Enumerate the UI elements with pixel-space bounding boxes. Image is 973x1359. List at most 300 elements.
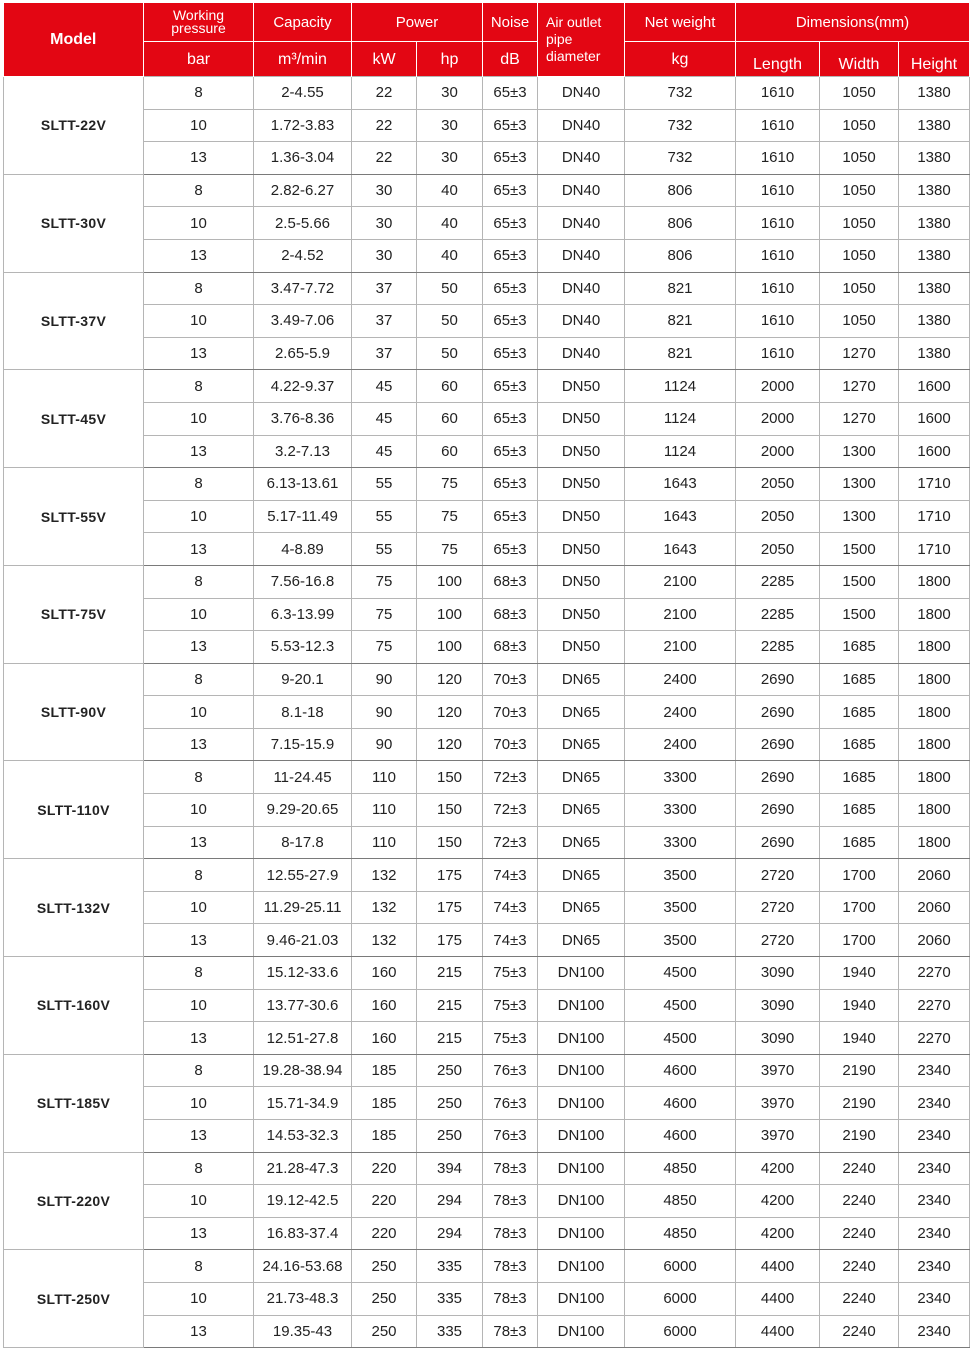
cell-power-kw: 37 <box>352 272 417 305</box>
model-name: SLTT-90V <box>4 663 144 761</box>
cell-power-kw: 185 <box>352 1087 417 1120</box>
cell-working-pressure: 8 <box>144 957 254 990</box>
cell-capacity: 3.49-7.06 <box>254 305 352 338</box>
cell-power-hp: 40 <box>417 174 483 207</box>
cell-power-hp: 394 <box>417 1152 483 1185</box>
cell-outlet-diameter: DN50 <box>538 370 625 403</box>
cell-outlet-diameter: DN50 <box>538 500 625 533</box>
cell-power-kw: 132 <box>352 924 417 957</box>
cell-power-hp: 150 <box>417 761 483 794</box>
cell-power-hp: 100 <box>417 598 483 631</box>
table-row <box>4 631 970 664</box>
table-row <box>4 957 970 990</box>
cell-power-hp: 100 <box>417 565 483 598</box>
cell-height: 1380 <box>899 142 970 175</box>
cell-net-weight: 3300 <box>625 794 736 827</box>
cell-working-pressure: 10 <box>144 305 254 338</box>
model-name: SLTT-185V <box>4 1054 144 1152</box>
cell-noise: 74±3 <box>483 891 538 924</box>
cell-width: 1700 <box>820 924 899 957</box>
cell-length: 2050 <box>736 468 820 501</box>
cell-working-pressure: 8 <box>144 77 254 110</box>
cell-power-hp: 150 <box>417 794 483 827</box>
cell-power-hp: 335 <box>417 1250 483 1283</box>
cell-capacity: 4-8.89 <box>254 533 352 566</box>
cell-width: 2240 <box>820 1152 899 1185</box>
model-name: SLTT-250V <box>4 1250 144 1348</box>
table-row <box>4 1087 970 1120</box>
cell-capacity: 19.35-43 <box>254 1315 352 1348</box>
unit-db: dB <box>483 42 538 77</box>
cell-width: 1050 <box>820 272 899 305</box>
cell-length: 2690 <box>736 696 820 729</box>
cell-outlet-diameter: DN50 <box>538 402 625 435</box>
cell-height: 1710 <box>899 500 970 533</box>
cell-width: 1700 <box>820 859 899 892</box>
cell-net-weight: 2400 <box>625 696 736 729</box>
cell-power-kw: 160 <box>352 1022 417 1055</box>
cell-working-pressure: 10 <box>144 402 254 435</box>
table-row <box>4 402 970 435</box>
cell-width: 1685 <box>820 826 899 859</box>
cell-capacity: 19.28-38.94 <box>254 1054 352 1087</box>
cell-net-weight: 4500 <box>625 989 736 1022</box>
cell-outlet-diameter: DN100 <box>538 1152 625 1185</box>
cell-noise: 68±3 <box>483 598 538 631</box>
cell-height: 1600 <box>899 402 970 435</box>
cell-outlet-diameter: DN40 <box>538 207 625 240</box>
unit-capacity: m³/min <box>254 42 352 77</box>
cell-length: 1610 <box>736 207 820 240</box>
cell-net-weight: 4850 <box>625 1152 736 1185</box>
cell-outlet-diameter: DN40 <box>538 272 625 305</box>
cell-outlet-diameter: DN65 <box>538 924 625 957</box>
cell-noise: 78±3 <box>483 1315 538 1348</box>
cell-height: 2340 <box>899 1185 970 1218</box>
cell-width: 2240 <box>820 1315 899 1348</box>
header-dimensions: Dimensions(mm) <box>736 3 970 42</box>
cell-working-pressure: 8 <box>144 370 254 403</box>
cell-width: 1270 <box>820 337 899 370</box>
header-power: Power <box>352 3 483 42</box>
cell-power-hp: 30 <box>417 109 483 142</box>
cell-net-weight: 1643 <box>625 468 736 501</box>
cell-noise: 65±3 <box>483 468 538 501</box>
cell-width: 1050 <box>820 239 899 272</box>
cell-width: 1270 <box>820 402 899 435</box>
cell-working-pressure: 13 <box>144 728 254 761</box>
cell-power-hp: 175 <box>417 859 483 892</box>
header-model: Model <box>4 3 144 77</box>
cell-power-kw: 110 <box>352 761 417 794</box>
table-row <box>4 696 970 729</box>
cell-net-weight: 4600 <box>625 1120 736 1153</box>
table-row <box>4 891 970 924</box>
cell-outlet-diameter: DN100 <box>538 1217 625 1250</box>
cell-height: 1800 <box>899 826 970 859</box>
cell-power-hp: 120 <box>417 696 483 729</box>
cell-power-kw: 55 <box>352 533 417 566</box>
cell-outlet-diameter: DN100 <box>538 1022 625 1055</box>
unit-kw: kW <box>352 42 417 77</box>
cell-outlet-diameter: DN100 <box>538 957 625 990</box>
cell-length: 1610 <box>736 142 820 175</box>
cell-length: 4200 <box>736 1185 820 1218</box>
table-body <box>4 77 970 1348</box>
cell-width: 1500 <box>820 533 899 566</box>
cell-working-pressure: 8 <box>144 859 254 892</box>
cell-height: 2060 <box>899 924 970 957</box>
cell-power-kw: 220 <box>352 1152 417 1185</box>
cell-working-pressure: 13 <box>144 435 254 468</box>
cell-working-pressure: 10 <box>144 1185 254 1218</box>
cell-power-kw: 220 <box>352 1217 417 1250</box>
cell-length: 1610 <box>736 239 820 272</box>
cell-net-weight: 2100 <box>625 631 736 664</box>
cell-length: 1610 <box>736 272 820 305</box>
cell-capacity: 14.53-32.3 <box>254 1120 352 1153</box>
cell-net-weight: 6000 <box>625 1250 736 1283</box>
cell-height: 1600 <box>899 370 970 403</box>
cell-height: 2060 <box>899 859 970 892</box>
cell-length: 2285 <box>736 565 820 598</box>
cell-height: 1800 <box>899 663 970 696</box>
cell-length: 4400 <box>736 1250 820 1283</box>
cell-length: 1610 <box>736 109 820 142</box>
cell-capacity: 5.53-12.3 <box>254 631 352 664</box>
cell-height: 1380 <box>899 305 970 338</box>
cell-net-weight: 732 <box>625 77 736 110</box>
cell-capacity: 11-24.45 <box>254 761 352 794</box>
cell-length: 2690 <box>736 794 820 827</box>
cell-length: 2720 <box>736 891 820 924</box>
cell-length: 4400 <box>736 1315 820 1348</box>
cell-noise: 72±3 <box>483 761 538 794</box>
cell-length: 3090 <box>736 957 820 990</box>
cell-capacity: 8.1-18 <box>254 696 352 729</box>
cell-working-pressure: 8 <box>144 1054 254 1087</box>
cell-noise: 65±3 <box>483 435 538 468</box>
cell-height: 2270 <box>899 957 970 990</box>
model-name: SLTT-45V <box>4 370 144 468</box>
cell-outlet-diameter: DN40 <box>538 109 625 142</box>
cell-noise: 65±3 <box>483 272 538 305</box>
cell-power-kw: 110 <box>352 794 417 827</box>
cell-power-kw: 250 <box>352 1282 417 1315</box>
cell-power-kw: 132 <box>352 891 417 924</box>
cell-width: 1050 <box>820 77 899 110</box>
cell-length: 2720 <box>736 924 820 957</box>
cell-width: 1685 <box>820 728 899 761</box>
cell-height: 2340 <box>899 1087 970 1120</box>
cell-noise: 65±3 <box>483 142 538 175</box>
cell-power-kw: 132 <box>352 859 417 892</box>
cell-power-kw: 30 <box>352 239 417 272</box>
cell-height: 2340 <box>899 1250 970 1283</box>
cell-net-weight: 1124 <box>625 402 736 435</box>
cell-net-weight: 2400 <box>625 663 736 696</box>
table-row <box>4 598 970 631</box>
cell-power-kw: 90 <box>352 663 417 696</box>
cell-power-hp: 215 <box>417 957 483 990</box>
cell-noise: 72±3 <box>483 794 538 827</box>
cell-net-weight: 806 <box>625 239 736 272</box>
cell-net-weight: 4500 <box>625 957 736 990</box>
cell-power-kw: 55 <box>352 468 417 501</box>
cell-net-weight: 821 <box>625 272 736 305</box>
cell-height: 1380 <box>899 109 970 142</box>
cell-noise: 78±3 <box>483 1217 538 1250</box>
cell-width: 2240 <box>820 1217 899 1250</box>
table-row <box>4 468 970 501</box>
cell-height: 1800 <box>899 598 970 631</box>
cell-width: 1685 <box>820 794 899 827</box>
cell-noise: 70±3 <box>483 728 538 761</box>
cell-noise: 70±3 <box>483 663 538 696</box>
cell-noise: 68±3 <box>483 565 538 598</box>
cell-capacity: 9-20.1 <box>254 663 352 696</box>
cell-capacity: 2.82-6.27 <box>254 174 352 207</box>
cell-capacity: 8-17.8 <box>254 826 352 859</box>
header-height: Height <box>899 42 970 77</box>
cell-power-hp: 175 <box>417 891 483 924</box>
cell-working-pressure: 10 <box>144 207 254 240</box>
cell-net-weight: 4500 <box>625 1022 736 1055</box>
cell-working-pressure: 10 <box>144 1087 254 1120</box>
cell-power-hp: 215 <box>417 989 483 1022</box>
cell-working-pressure: 13 <box>144 533 254 566</box>
cell-height: 1800 <box>899 631 970 664</box>
cell-net-weight: 2400 <box>625 728 736 761</box>
table-row <box>4 924 970 957</box>
cell-net-weight: 806 <box>625 174 736 207</box>
cell-noise: 65±3 <box>483 305 538 338</box>
cell-power-hp: 75 <box>417 533 483 566</box>
cell-height: 1380 <box>899 239 970 272</box>
cell-working-pressure: 8 <box>144 1250 254 1283</box>
cell-noise: 65±3 <box>483 207 538 240</box>
cell-power-hp: 150 <box>417 826 483 859</box>
cell-power-kw: 90 <box>352 696 417 729</box>
cell-working-pressure: 10 <box>144 109 254 142</box>
cell-outlet-diameter: DN65 <box>538 794 625 827</box>
cell-outlet-diameter: DN40 <box>538 239 625 272</box>
table-row <box>4 239 970 272</box>
cell-power-hp: 335 <box>417 1282 483 1315</box>
cell-width: 1685 <box>820 696 899 729</box>
table-row <box>4 989 970 1022</box>
cell-noise: 74±3 <box>483 924 538 957</box>
cell-noise: 65±3 <box>483 109 538 142</box>
cell-power-hp: 294 <box>417 1217 483 1250</box>
cell-width: 1300 <box>820 435 899 468</box>
cell-outlet-diameter: DN40 <box>538 305 625 338</box>
cell-outlet-diameter: DN65 <box>538 826 625 859</box>
cell-working-pressure: 10 <box>144 891 254 924</box>
cell-noise: 75±3 <box>483 1022 538 1055</box>
cell-length: 2690 <box>736 728 820 761</box>
cell-width: 1685 <box>820 663 899 696</box>
cell-power-kw: 160 <box>352 957 417 990</box>
cell-working-pressure: 8 <box>144 468 254 501</box>
cell-net-weight: 1124 <box>625 370 736 403</box>
cell-width: 2240 <box>820 1250 899 1283</box>
header-net-weight: Net weight <box>625 3 736 42</box>
cell-capacity: 2-4.55 <box>254 77 352 110</box>
model-name: SLTT-110V <box>4 761 144 859</box>
cell-height: 1800 <box>899 696 970 729</box>
model-name: SLTT-160V <box>4 957 144 1055</box>
cell-working-pressure: 13 <box>144 239 254 272</box>
table-row <box>4 533 970 566</box>
cell-height: 2340 <box>899 1217 970 1250</box>
cell-power-hp: 30 <box>417 77 483 110</box>
cell-noise: 65±3 <box>483 533 538 566</box>
cell-working-pressure: 8 <box>144 1152 254 1185</box>
cell-net-weight: 821 <box>625 305 736 338</box>
cell-power-kw: 75 <box>352 631 417 664</box>
cell-capacity: 21.28-47.3 <box>254 1152 352 1185</box>
cell-noise: 76±3 <box>483 1120 538 1153</box>
cell-noise: 72±3 <box>483 826 538 859</box>
cell-working-pressure: 8 <box>144 174 254 207</box>
cell-capacity: 7.56-16.8 <box>254 565 352 598</box>
cell-height: 1380 <box>899 207 970 240</box>
cell-capacity: 2-4.52 <box>254 239 352 272</box>
cell-outlet-diameter: DN50 <box>538 435 625 468</box>
cell-working-pressure: 13 <box>144 142 254 175</box>
cell-length: 3970 <box>736 1054 820 1087</box>
cell-net-weight: 806 <box>625 207 736 240</box>
cell-width: 1050 <box>820 109 899 142</box>
cell-length: 2050 <box>736 500 820 533</box>
cell-net-weight: 3300 <box>625 826 736 859</box>
spec-table <box>3 3 970 1348</box>
model-name: SLTT-22V <box>4 77 144 175</box>
header-width: Width <box>820 42 899 77</box>
table-row <box>4 109 970 142</box>
cell-width: 2240 <box>820 1282 899 1315</box>
cell-outlet-diameter: DN65 <box>538 728 625 761</box>
table-row <box>4 1315 970 1348</box>
cell-power-kw: 250 <box>352 1315 417 1348</box>
cell-net-weight: 3300 <box>625 761 736 794</box>
cell-noise: 65±3 <box>483 174 538 207</box>
cell-power-hp: 75 <box>417 468 483 501</box>
cell-height: 2340 <box>899 1152 970 1185</box>
cell-noise: 70±3 <box>483 696 538 729</box>
cell-power-kw: 75 <box>352 598 417 631</box>
cell-outlet-diameter: DN40 <box>538 174 625 207</box>
table-row <box>4 305 970 338</box>
table-row <box>4 1282 970 1315</box>
cell-outlet-diameter: DN65 <box>538 761 625 794</box>
cell-noise: 65±3 <box>483 500 538 533</box>
cell-length: 4200 <box>736 1152 820 1185</box>
table-row <box>4 142 970 175</box>
cell-net-weight: 4600 <box>625 1087 736 1120</box>
cell-capacity: 4.22-9.37 <box>254 370 352 403</box>
cell-outlet-diameter: DN100 <box>538 1054 625 1087</box>
cell-noise: 65±3 <box>483 370 538 403</box>
cell-length: 2000 <box>736 435 820 468</box>
cell-capacity: 12.51-27.8 <box>254 1022 352 1055</box>
cell-working-pressure: 10 <box>144 1282 254 1315</box>
cell-power-kw: 75 <box>352 565 417 598</box>
cell-working-pressure: 13 <box>144 1022 254 1055</box>
cell-width: 2190 <box>820 1087 899 1120</box>
table-row <box>4 1022 970 1055</box>
cell-height: 1380 <box>899 77 970 110</box>
cell-height: 2340 <box>899 1120 970 1153</box>
header-working-pressure: Working pressure <box>144 3 254 42</box>
unit-kg: kg <box>625 42 736 77</box>
table-row <box>4 859 970 892</box>
cell-length: 2690 <box>736 761 820 794</box>
model-name: SLTT-132V <box>4 859 144 957</box>
table-row <box>4 826 970 859</box>
cell-outlet-diameter: DN100 <box>538 1185 625 1218</box>
cell-width: 1940 <box>820 1022 899 1055</box>
cell-width: 1685 <box>820 631 899 664</box>
cell-net-weight: 732 <box>625 109 736 142</box>
cell-outlet-diameter: DN65 <box>538 859 625 892</box>
model-name: SLTT-30V <box>4 174 144 272</box>
table-row <box>4 1250 970 1283</box>
cell-noise: 68±3 <box>483 631 538 664</box>
cell-outlet-diameter: DN65 <box>538 696 625 729</box>
cell-length: 3090 <box>736 989 820 1022</box>
cell-outlet-diameter: DN65 <box>538 891 625 924</box>
header-length: Length <box>736 42 820 77</box>
cell-power-kw: 30 <box>352 207 417 240</box>
cell-capacity: 19.12-42.5 <box>254 1185 352 1218</box>
model-name: SLTT-55V <box>4 468 144 566</box>
cell-working-pressure: 13 <box>144 1217 254 1250</box>
header-capacity: Capacity <box>254 3 352 42</box>
cell-height: 2340 <box>899 1315 970 1348</box>
cell-outlet-diameter: DN100 <box>538 989 625 1022</box>
cell-height: 2270 <box>899 989 970 1022</box>
cell-power-hp: 250 <box>417 1087 483 1120</box>
cell-power-hp: 60 <box>417 370 483 403</box>
cell-capacity: 15.71-34.9 <box>254 1087 352 1120</box>
cell-height: 1380 <box>899 272 970 305</box>
cell-net-weight: 3500 <box>625 859 736 892</box>
cell-net-weight: 1643 <box>625 533 736 566</box>
cell-capacity: 3.47-7.72 <box>254 272 352 305</box>
table-row <box>4 794 970 827</box>
cell-height: 1600 <box>899 435 970 468</box>
cell-power-kw: 90 <box>352 728 417 761</box>
cell-length: 1610 <box>736 77 820 110</box>
cell-working-pressure: 13 <box>144 826 254 859</box>
cell-length: 1610 <box>736 174 820 207</box>
cell-noise: 75±3 <box>483 989 538 1022</box>
cell-width: 1940 <box>820 989 899 1022</box>
cell-power-hp: 250 <box>417 1120 483 1153</box>
cell-power-hp: 40 <box>417 207 483 240</box>
cell-capacity: 2.65-5.9 <box>254 337 352 370</box>
cell-power-hp: 250 <box>417 1054 483 1087</box>
table-header <box>4 3 970 77</box>
cell-power-hp: 335 <box>417 1315 483 1348</box>
cell-height: 1800 <box>899 565 970 598</box>
cell-outlet-diameter: DN100 <box>538 1250 625 1283</box>
cell-length: 1610 <box>736 337 820 370</box>
cell-length: 4400 <box>736 1282 820 1315</box>
cell-height: 2340 <box>899 1054 970 1087</box>
